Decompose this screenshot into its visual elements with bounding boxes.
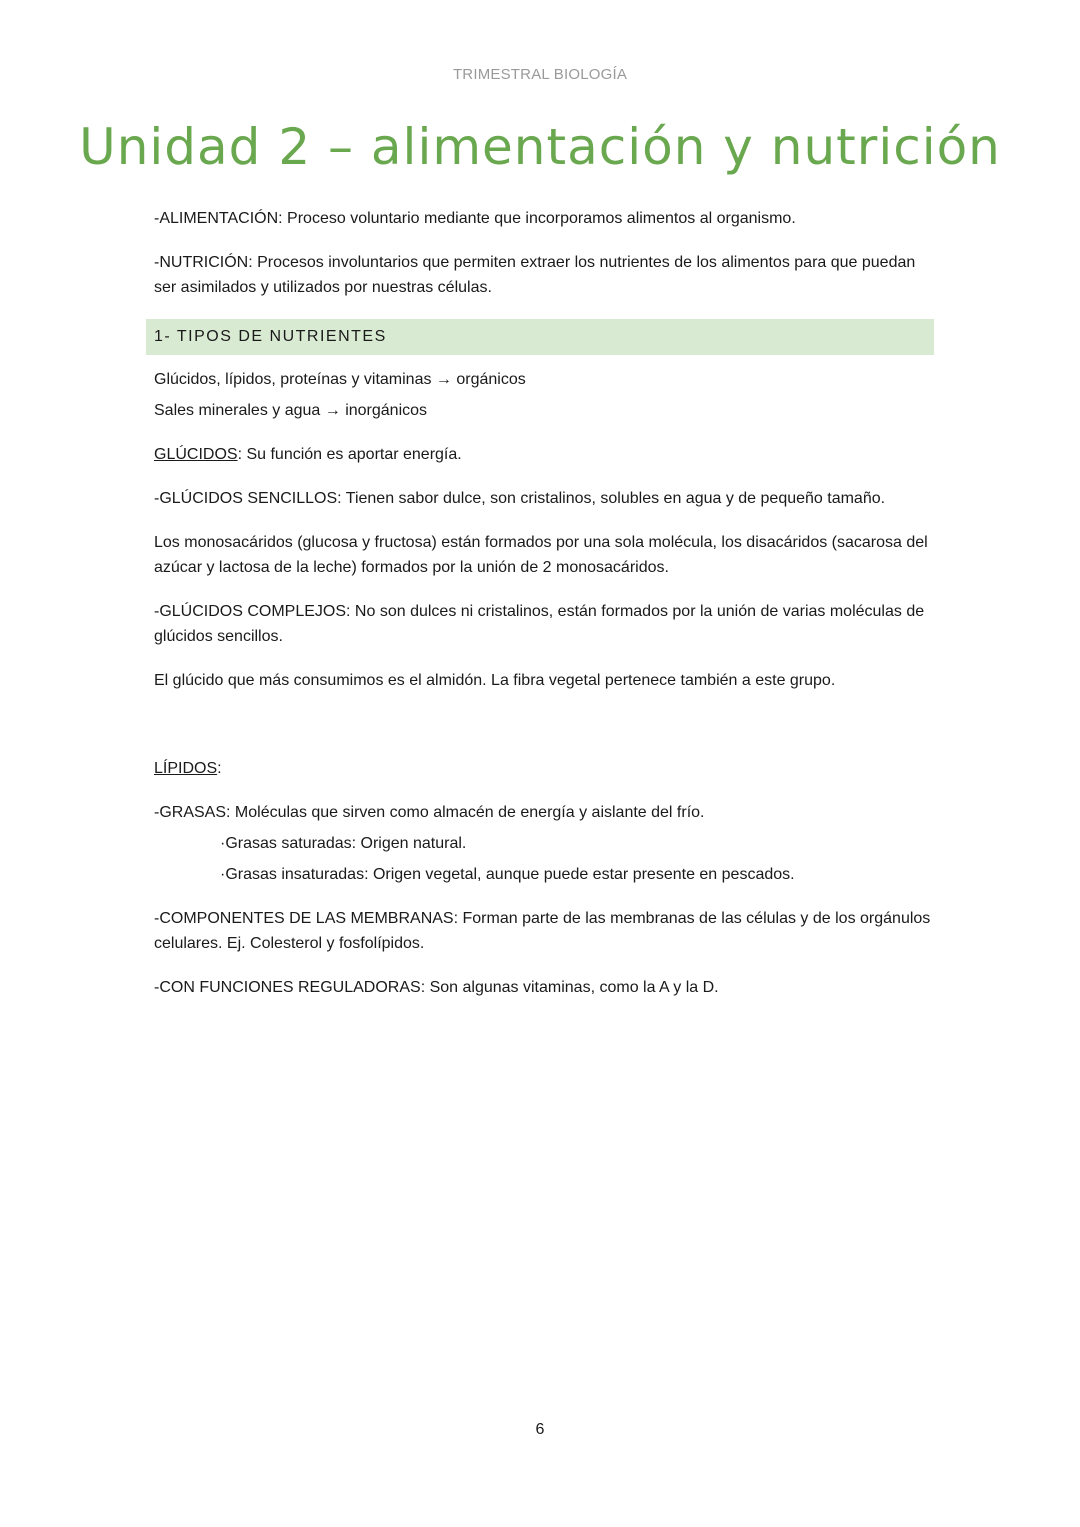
lipidos-membranas: -COMPONENTES DE LAS MEMBRANAS: Forman parte de las membranas de las células y de los orgánulos celulares. Ej. Colesterol y fosfolípidos.: [154, 910, 931, 952]
spacer: [154, 712, 934, 756]
definition-alimentacion: -ALIMENTACIÓN: Proceso voluntario mediante que incorporamos alimentos al organismo.: [154, 210, 796, 227]
lipidos-grasas-insaturadas: ·Grasas insaturadas: Origen vegetal, aunque puede estar presente en pescados.: [220, 866, 795, 883]
definition-nutricion: -NUTRICIÓN: Procesos involuntarios que permiten extraer los nutrientes de los alimentos para que puedan ser asimilados y utilizados por nuestras células.: [154, 254, 916, 296]
document-body: [154, 206, 934, 1019]
glucidos-label: GLÚCIDOS: [154, 446, 238, 463]
page-number: 6: [535, 1421, 545, 1438]
running-header: TRIMESTRAL BIOLOGÍA: [452, 66, 628, 83]
lipidos-label: LÍPIDOS: [154, 760, 218, 777]
lipidos-reguladoras: -CON FUNCIONES REGULADORAS: Son algunas vitaminas, como la A y la D.: [154, 979, 719, 996]
lipidos-intro: [154, 756, 934, 781]
glucidos-intro: [154, 442, 934, 467]
glucidos-almidon: El glúcido que más consumimos es el almidón. La fibra vegetal pertenece también a este grupo.: [154, 672, 836, 689]
nutrients-organic: Glúcidos, lípidos, proteínas y vitaminas → orgánicos: [154, 371, 526, 388]
page-title: Unidad 2 – alimentación y nutrición: [79, 118, 1001, 176]
glucidos-complejos: -GLÚCIDOS COMPLEJOS: No son dulces ni cristalinos, están formados por la unión de varias moléculas de glúcidos sencillos.: [154, 603, 925, 645]
glucidos-monosacaridos: Los monosacáridos (glucosa y fructosa) están formados por una sola molécula, los disacáridos (sacarosa del azúcar y lactosa de la leche) formados por la unión de 2 monosacáridos.: [154, 534, 928, 576]
glucidos-function: : Su función es aportar energía.: [237, 446, 462, 463]
section-heading-tipos-nutrientes: 1- TIPOS DE NUTRIENTES: [146, 319, 934, 355]
lipidos-grasas: -GRASAS: Moléculas que sirven como almacén de energía y aislante del frío.: [154, 804, 705, 821]
nutrients-inorganic: Sales minerales y agua → inorgánicos: [154, 402, 428, 419]
lipidos-colon: :: [217, 760, 222, 777]
lipidos-grasas-saturadas: ·Grasas saturadas: Origen natural.: [220, 835, 467, 852]
glucidos-sencillos: -GLÚCIDOS SENCILLOS: Tienen sabor dulce, son cristalinos, solubles en agua y de pequeño tamaño.: [154, 490, 886, 507]
